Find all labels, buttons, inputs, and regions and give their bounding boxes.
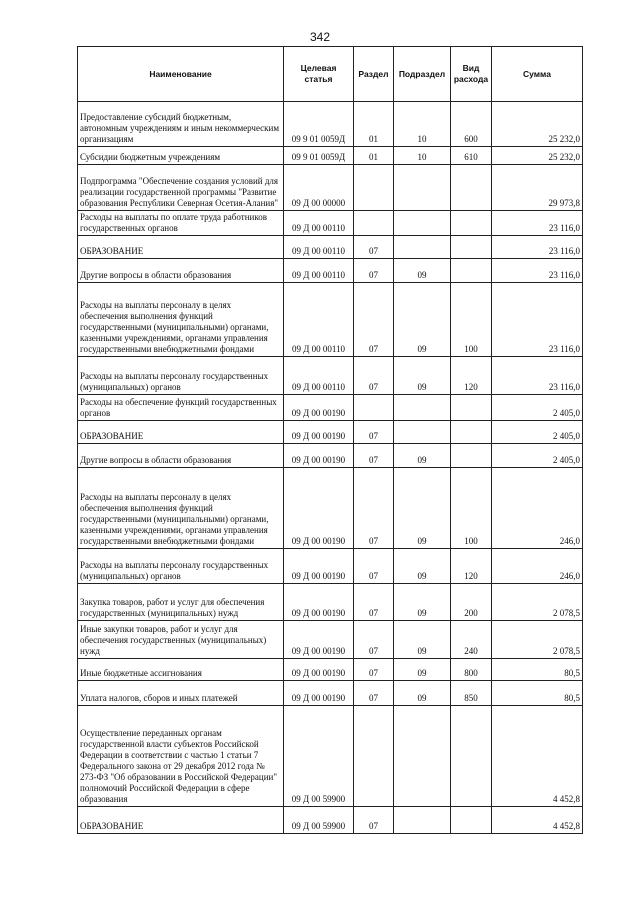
row-section <box>354 211 394 236</box>
row-expense-kind <box>451 236 492 259</box>
row-expense-kind: 850 <box>451 681 492 706</box>
header-name: Наименование <box>78 47 284 102</box>
row-subsection <box>394 165 451 211</box>
row-subsection: 09 <box>394 259 451 283</box>
row-subsection: 09 <box>394 584 451 621</box>
row-expense-kind: 120 <box>451 357 492 395</box>
row-expense-kind <box>451 165 492 211</box>
row-name: Уплата налогов, сборов и иных платежей <box>78 681 284 706</box>
row-section: 07 <box>354 807 394 834</box>
row-target-code: 09 9 01 0059Д <box>284 102 354 147</box>
row-subsection: 09 <box>394 659 451 681</box>
row-section: 01 <box>354 102 394 147</box>
row-amount: 23 116,0 <box>492 357 583 395</box>
row-subsection: 09 <box>394 283 451 357</box>
row-amount: 2 405,0 <box>492 421 583 444</box>
row-subsection <box>394 395 451 421</box>
row-name: Расходы на выплаты персоналу в целях обеспечения выполнения функций государственными (муниципальными) органами, казенными учреждениями, органами управления государственными внебюджетными фондами <box>78 468 284 549</box>
row-section: 07 <box>354 283 394 357</box>
budget-table <box>77 46 583 834</box>
row-subsection: 09 <box>394 357 451 395</box>
header-row <box>78 47 583 102</box>
row-name: Осуществление переданных органам государственной власти субъектов Российской Федерации в соответствии с частью 1 статьи 7 Федерального закона от 29 декабря 2012 года № 273-ФЗ "Об образовании в Российской Федерации" полномочий Российской Федерации в сфере образования <box>78 706 284 807</box>
row-amount: 4 452,8 <box>492 807 583 834</box>
row-expense-kind: 200 <box>451 584 492 621</box>
row-target-code: 09 Д 00 00110 <box>284 283 354 357</box>
row-expense-kind <box>451 259 492 283</box>
row-amount: 25 232,0 <box>492 147 583 165</box>
header-section: Раздел <box>354 47 394 102</box>
row-expense-kind: 240 <box>451 621 492 659</box>
row-amount: 23 116,0 <box>492 236 583 259</box>
row-target-code: 09 Д 00 00190 <box>284 395 354 421</box>
row-name: Расходы на выплаты персоналу государственных (муниципальных) органов <box>78 357 284 395</box>
row-name: Подпрограмма "Обеспечение создания условий для реализации государственной программы "Развитие образования Республики Северная Осетия-Алания" <box>78 165 284 211</box>
row-target-code: 09 Д 00 00190 <box>284 621 354 659</box>
row-name: ОБРАЗОВАНИЕ <box>78 236 284 259</box>
row-expense-kind: 100 <box>451 468 492 549</box>
row-subsection: 09 <box>394 549 451 584</box>
row-expense-kind: 120 <box>451 549 492 584</box>
row-subsection: 09 <box>394 621 451 659</box>
header-amount: Сумма <box>492 47 583 102</box>
row-section: 07 <box>354 236 394 259</box>
row-section <box>354 395 394 421</box>
row-name: ОБРАЗОВАНИЕ <box>78 421 284 444</box>
row-name: Закупка товаров, работ и услуг для обеспечения государственных (муниципальных) нужд <box>78 584 284 621</box>
row-section: 07 <box>354 584 394 621</box>
row-name: Другие вопросы в области образования <box>78 259 284 283</box>
table-row <box>78 584 583 621</box>
table-row <box>78 659 583 681</box>
row-amount: 2 405,0 <box>492 395 583 421</box>
row-amount: 23 116,0 <box>492 283 583 357</box>
table-row <box>78 706 583 807</box>
table-row <box>78 165 583 211</box>
row-target-code: 09 Д 00 00190 <box>284 421 354 444</box>
page-number: 342 <box>309 30 331 44</box>
row-subsection: 10 <box>394 102 451 147</box>
row-expense-kind <box>451 807 492 834</box>
row-target-code: 09 Д 00 00110 <box>284 259 354 283</box>
row-amount: 246,0 <box>492 468 583 549</box>
row-name: Расходы на обеспечение функций государственных органов <box>78 395 284 421</box>
row-name: Расходы на выплаты персоналу в целях обеспечения выполнения функций государственными (муниципальными) органами, казенными учреждениями, органами управления государственными внебюджетными фондами <box>78 283 284 357</box>
table-row <box>78 283 583 357</box>
row-amount: 25 232,0 <box>492 102 583 147</box>
row-section: 07 <box>354 259 394 283</box>
table-row <box>78 102 583 147</box>
row-subsection <box>394 236 451 259</box>
row-expense-kind <box>451 211 492 236</box>
row-amount: 246,0 <box>492 549 583 584</box>
header-code: Целевая статья <box>284 47 354 102</box>
table-row <box>78 681 583 706</box>
row-name: Субсидии бюджетным учреждениям <box>78 147 284 165</box>
row-expense-kind: 610 <box>451 147 492 165</box>
row-name: Предоставление субсидий бюджетным, автономным учреждениям и иным некоммерческим организациям <box>78 102 284 147</box>
table-row <box>78 807 583 834</box>
header-kind: Вид расхода <box>451 47 492 102</box>
row-target-code: 09 Д 00 00190 <box>284 444 354 468</box>
row-expense-kind: 600 <box>451 102 492 147</box>
row-subsection <box>394 211 451 236</box>
row-name: Иные закупки товаров, работ и услуг для обеспечения государственных (муниципальных) нужд <box>78 621 284 659</box>
row-expense-kind: 800 <box>451 659 492 681</box>
row-amount: 80,5 <box>492 659 583 681</box>
row-target-code: 09 Д 00 00190 <box>284 468 354 549</box>
row-target-code: 09 Д 00 59900 <box>284 807 354 834</box>
row-subsection: 09 <box>394 468 451 549</box>
row-expense-kind: 100 <box>451 283 492 357</box>
table-row <box>78 621 583 659</box>
row-name: Расходы на выплаты по оплате труда работников государственных органов <box>78 211 284 236</box>
row-section: 07 <box>354 549 394 584</box>
table-row <box>78 211 583 236</box>
table-row <box>78 259 583 283</box>
row-section <box>354 706 394 807</box>
row-amount: 23 116,0 <box>492 211 583 236</box>
table-row <box>78 468 583 549</box>
row-subsection: 09 <box>394 444 451 468</box>
row-target-code: 09 9 01 0059Д <box>284 147 354 165</box>
row-section: 07 <box>354 621 394 659</box>
table-row <box>78 357 583 395</box>
row-section: 07 <box>354 421 394 444</box>
table-row <box>78 395 583 421</box>
row-subsection: 10 <box>394 147 451 165</box>
row-expense-kind <box>451 421 492 444</box>
row-target-code: 09 Д 00 00190 <box>284 584 354 621</box>
row-amount: 23 116,0 <box>492 259 583 283</box>
row-amount: 80,5 <box>492 681 583 706</box>
row-section: 07 <box>354 681 394 706</box>
row-section: 07 <box>354 444 394 468</box>
row-target-code: 09 Д 00 00110 <box>284 236 354 259</box>
header-subsection: Подраздел <box>394 47 451 102</box>
row-expense-kind <box>451 444 492 468</box>
row-target-code: 09 Д 00 00110 <box>284 357 354 395</box>
row-amount: 29 973,8 <box>492 165 583 211</box>
table-row <box>78 147 583 165</box>
row-target-code: 09 Д 00 00190 <box>284 549 354 584</box>
table-row <box>78 444 583 468</box>
row-expense-kind <box>451 395 492 421</box>
row-target-code: 09 Д 00 00000 <box>284 165 354 211</box>
row-name: ОБРАЗОВАНИЕ <box>78 807 284 834</box>
row-amount: 2 405,0 <box>492 444 583 468</box>
table-row <box>78 421 583 444</box>
row-amount: 4 452,8 <box>492 706 583 807</box>
table-row <box>78 549 583 584</box>
row-subsection <box>394 807 451 834</box>
row-amount: 2 078,5 <box>492 584 583 621</box>
row-subsection <box>394 421 451 444</box>
row-section: 07 <box>354 659 394 681</box>
row-target-code: 09 Д 00 59900 <box>284 706 354 807</box>
row-expense-kind <box>451 706 492 807</box>
row-name: Расходы на выплаты персоналу государственных (муниципальных) органов <box>78 549 284 584</box>
row-target-code: 09 Д 00 00190 <box>284 659 354 681</box>
row-section <box>354 165 394 211</box>
row-name: Другие вопросы в области образования <box>78 444 284 468</box>
row-subsection <box>394 706 451 807</box>
row-target-code: 09 Д 00 00110 <box>284 211 354 236</box>
row-section: 01 <box>354 147 394 165</box>
row-target-code: 09 Д 00 00190 <box>284 681 354 706</box>
row-amount: 2 078,5 <box>492 621 583 659</box>
row-subsection: 09 <box>394 681 451 706</box>
table-row <box>78 236 583 259</box>
row-section: 07 <box>354 468 394 549</box>
row-name: Иные бюджетные ассигнования <box>78 659 284 681</box>
row-section: 07 <box>354 357 394 395</box>
